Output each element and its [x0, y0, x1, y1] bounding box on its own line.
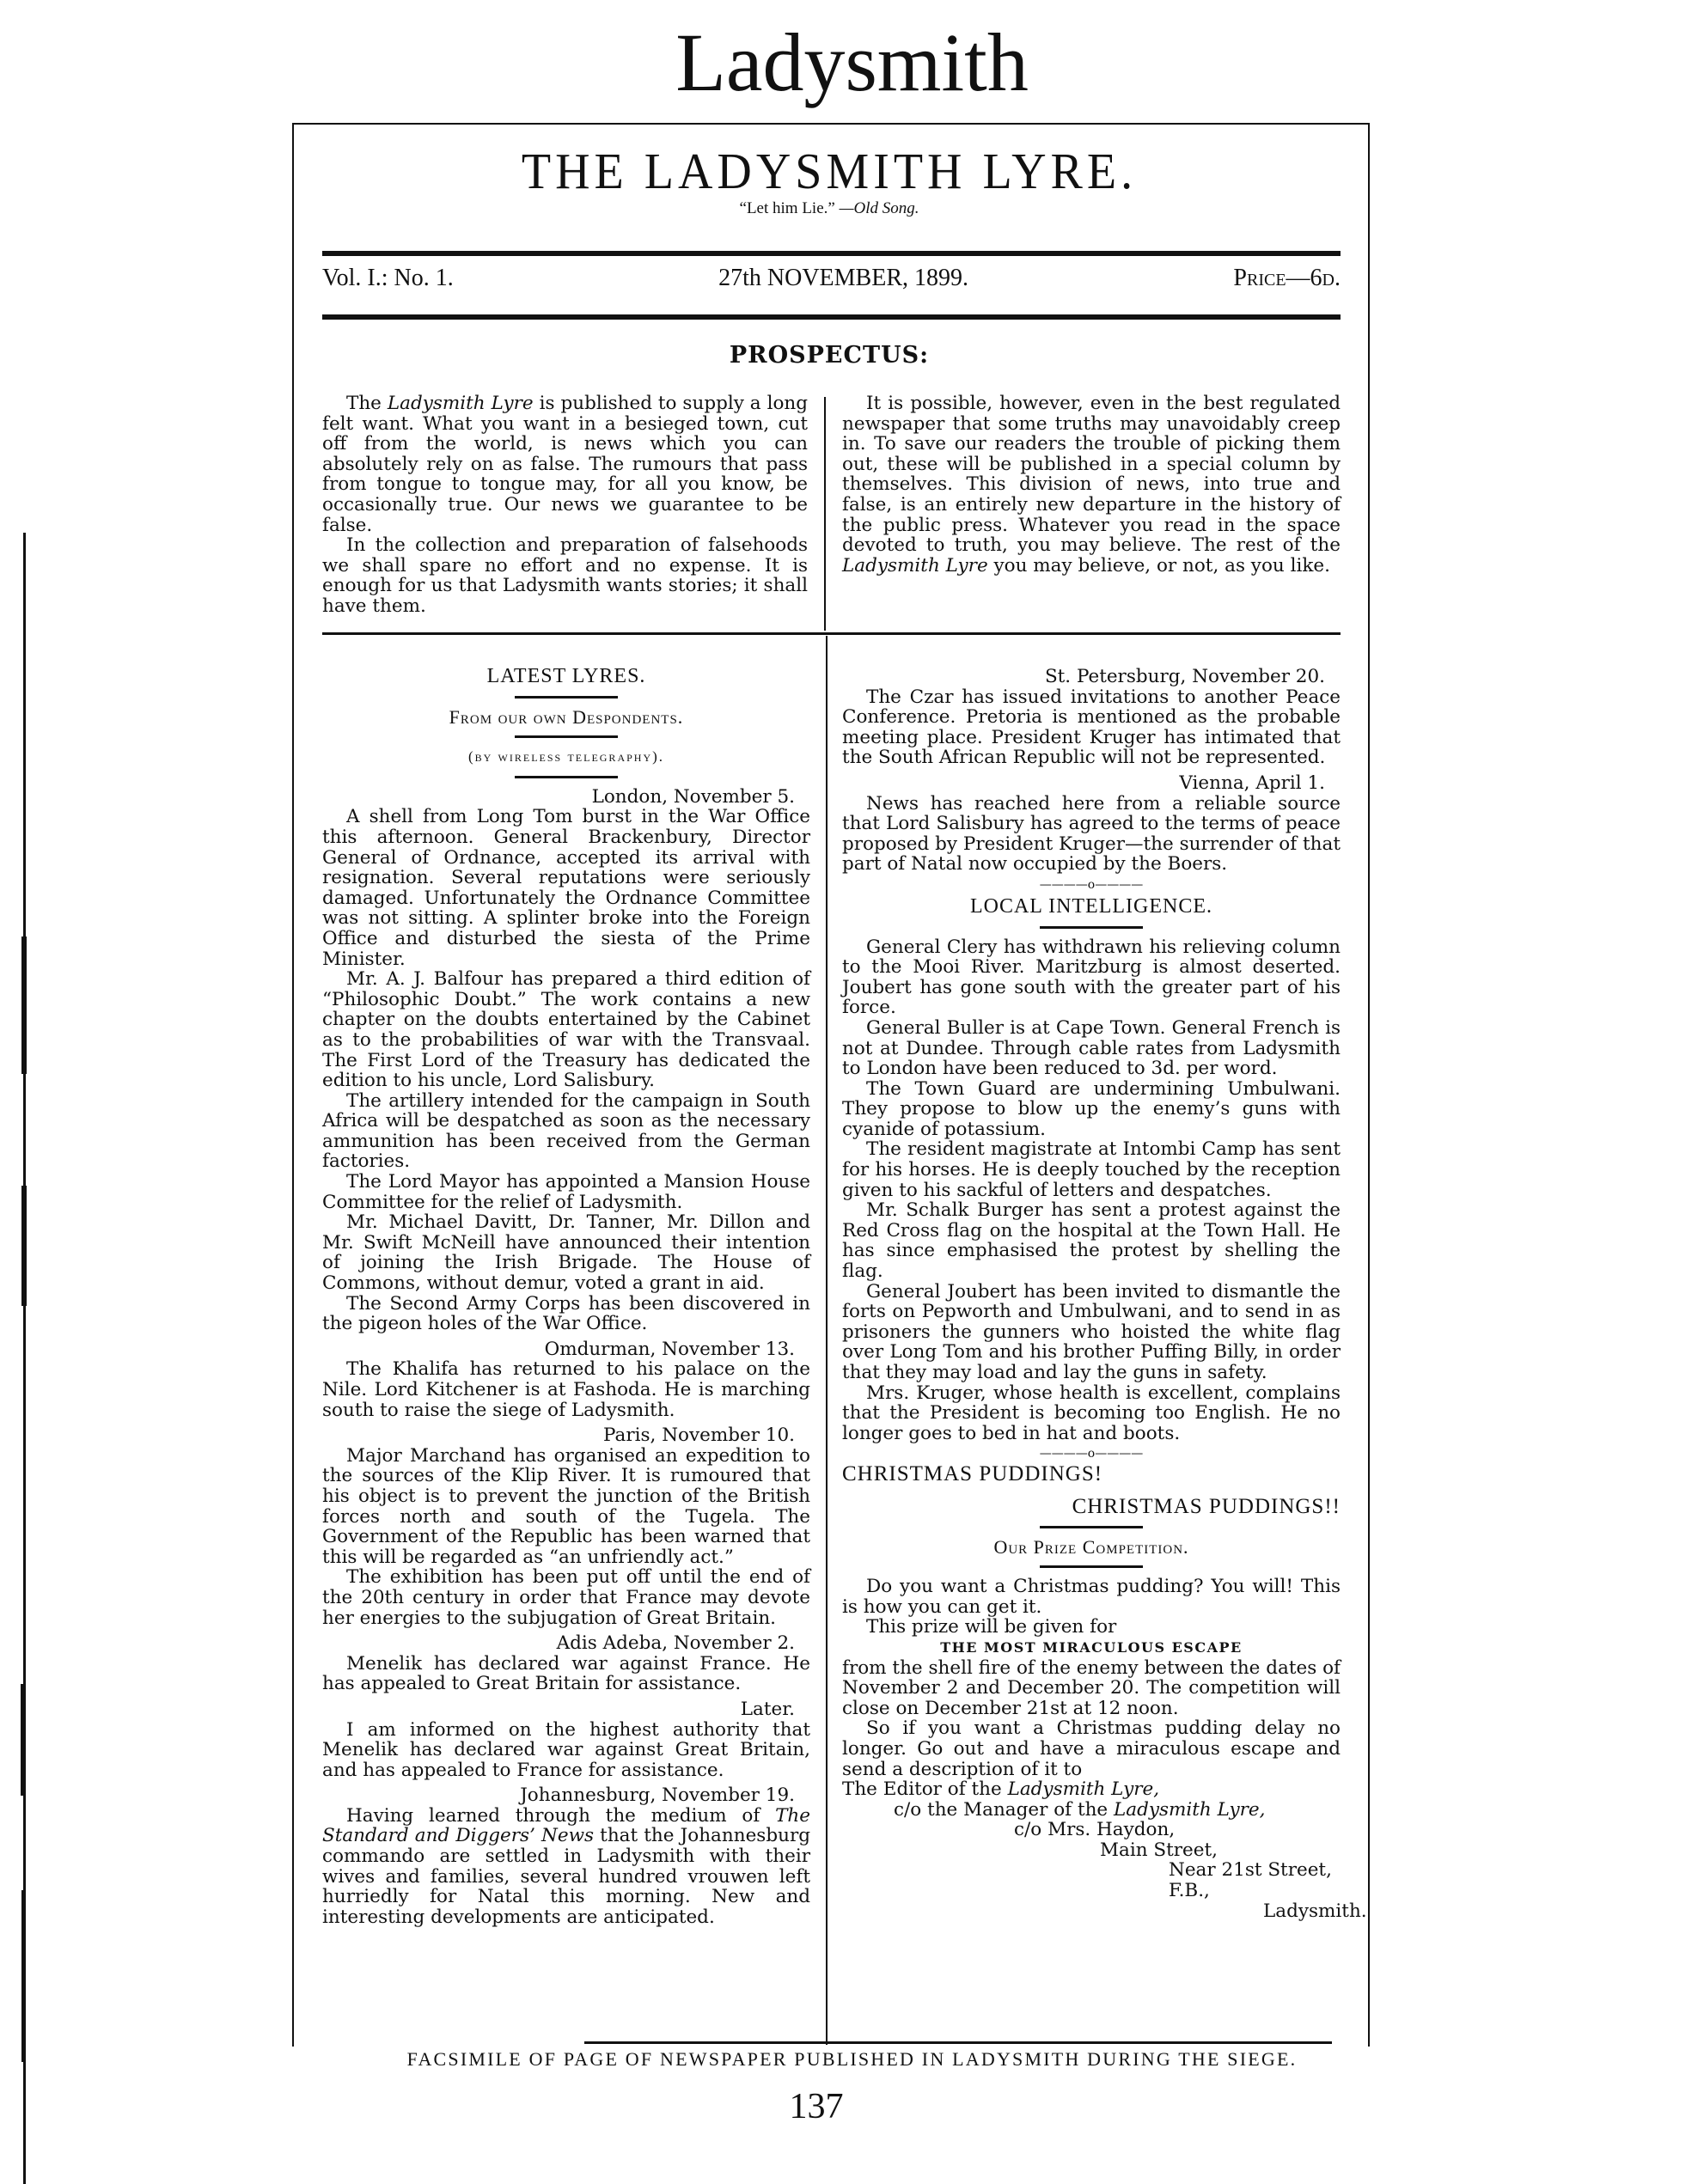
- dateline: Adis Adeba, November 2.: [556, 1632, 795, 1655]
- paragraph: General Buller is at Cape Town. General French is not at Dundee. Through cable rates from Ladysmith to London have been reduced to 3d. per word.: [842, 1016, 1341, 1080]
- motto-quote: “Let him Lie.”: [739, 199, 835, 217]
- dateline: London, November 5.: [591, 785, 795, 808]
- address-line: Main Street,: [1100, 1839, 1218, 1861]
- paragraph: [322, 393, 808, 535]
- column-divider: [826, 636, 828, 2045]
- motto-source: —Old Song.: [839, 199, 919, 217]
- text-run: The: [346, 393, 388, 414]
- paragraph: Mr. A. J. Balfour has prepared a third edition of “Philosophic Doubt.” The work contains a new chapter on the doubts entertained by the Cabinet as to the probabilities of war with the Transvaal. The First Lord of the Treasury has dedicated the edition to his uncle, Lord Salisbury.: [322, 968, 810, 1092]
- issue-dateline: [322, 265, 1341, 299]
- italic-title: Ladysmith Lyre,: [1113, 1798, 1266, 1821]
- binding-edge-mark: [21, 1890, 26, 2062]
- text-run: is published to supply a long felt want. What you want in a besieged town, cut off from the world, is news which you can absolutely rely on as false. The rumours that pass from tongue to tongue may, for all you know, be occasionally true. Our news we guarantee to be false.: [322, 393, 809, 536]
- page-bottom-rule: [584, 2041, 1332, 2044]
- paragraph: Do you want a Christmas pudding? You will! This is how you can get it.: [842, 1576, 1341, 1618]
- section-heading: LOCAL INTELLIGENCE.: [969, 894, 1213, 918]
- prospectus-heading: PROSPECTUS:: [729, 342, 930, 369]
- paragraph: Menelik has declared war against France. He has appealed to Great Britain for assistance.: [322, 1652, 810, 1695]
- paragraph: I am informed on the highest authority that Menelik has declared war against Great Britain, and has appealed to France for assistance.: [322, 1718, 810, 1781]
- binding-edge-mark: [21, 1684, 26, 1796]
- paragraph: This prize will be given for: [866, 1616, 1117, 1638]
- short-rule: [1040, 1565, 1143, 1568]
- address-line: [842, 1779, 1341, 1800]
- section-subheading: From our own Despondents.: [449, 705, 684, 728]
- text-run: that the Johannesburg commando are settled in Ladysmith with their wives and families, several hundred vrouwen left hurriedly for Natal this morning. New and interesting developments are anticipated.: [322, 1825, 810, 1928]
- paragraph: In the collection and preparation of falsehoods we shall spare no effort and no expense. It is enough for us that Ladysmith wants stories; it shall have them.: [322, 534, 808, 617]
- dateline: Omdurman, November 13.: [544, 1338, 795, 1360]
- paragraph: The Lord Mayor has appointed a Mansion House Committee for the relief of Ladysmith.: [322, 1171, 810, 1213]
- news-column-left: [322, 662, 810, 1927]
- paragraph: The Czar has issued invitations to another Peace Conference. Pretoria is mentioned as the probable meeting place. President Kruger has intimated that the South African Republic will not be represented.: [842, 686, 1341, 769]
- paragraph: General Clery has withdrawn his relieving column to the Mooi River. Maritzburg is almost deserted. Joubert has gone south with the greater part of his force.: [842, 936, 1341, 1019]
- short-rule: [515, 776, 618, 778]
- christmas-heading: CHRISTMAS PUDDINGS!!: [1072, 1494, 1341, 1518]
- paragraph: Mr. Schalk Burger has sent a protest against the Red Cross flag on the hospital at the Town Hall. He has since emphasised the protest by shelling the flag.: [842, 1199, 1341, 1283]
- paragraph: Mr. Michael Davitt, Dr. Tanner, Mr. Dillon and Mr. Swift McNeill have announced their intention of joining the Irish Brigade. The House of Commons, without demur, voted a grant in aid.: [322, 1211, 810, 1295]
- paragraph: General Joubert has been invited to dismantle the forts on Pepworth and Umbulwani, and to send in as prisoners the gunners who hoisted the white flag over Long Tom and his brother Puffing Billy, in order that they may load and lay the guns in safety.: [842, 1280, 1341, 1383]
- ornament-divider: ————o————: [1039, 877, 1144, 892]
- dateline: Paris, November 10.: [603, 1424, 795, 1447]
- italic-title: The Standard and Diggers’ News: [322, 1804, 810, 1847]
- paragraph: The exhibition has been put off until the end of the 20th century in order that France may devote her energies to the subjugation of Great Britain.: [322, 1566, 810, 1629]
- paragraph: Mrs. Kruger, whose health is excellent, complains that the President is becoming too English. He no longer goes to bed in hat and boots.: [842, 1382, 1341, 1444]
- dateline: Vienna, April 1.: [1179, 772, 1325, 794]
- ornament-divider: ————o————: [1039, 1447, 1144, 1461]
- paragraph: Major Marchand has organised an expedition to the sources of the Klip River. It is rumoured that his object is to prevent the junction of the British forces north and south of the Tugela. The Government of the Republic has been warned that this will be regarded as “an unfriendly act.”: [322, 1444, 810, 1568]
- paragraph: [842, 393, 1341, 576]
- facsimile-caption: FACSIMILE OF PAGE OF NEWSPAPER PUBLISHED IN LADYSMITH DURING THE SIEGE.: [406, 2048, 1298, 2070]
- prospectus-column-left: [322, 393, 808, 617]
- masthead-motto: [292, 199, 1366, 218]
- section-subheading: Our Prize Competition.: [993, 1535, 1189, 1558]
- short-rule: [1040, 926, 1143, 929]
- address-line: Ladysmith.: [1263, 1900, 1367, 1922]
- prospectus-column-right: [842, 393, 1341, 576]
- page-title: Ladysmith: [675, 16, 1029, 108]
- paragraph: The artillery intended for the campaign in South Africa will be despatched as soon as the necessary ammunition has been received from the German factories.: [322, 1089, 810, 1173]
- address-line: Near 21st Street, F.B.,: [1169, 1859, 1332, 1902]
- prize-title: THE MOST MIRACULOUS ESCAPE: [940, 1638, 1243, 1656]
- binding-edge-mark: [21, 1186, 27, 1306]
- text-run: c/o the Manager of the: [894, 1798, 1114, 1821]
- issue-volume: Vol. I.: No. 1.: [322, 265, 454, 291]
- dateline: Later.: [740, 1698, 795, 1720]
- paragraph: The Khalifa has returned to his palace on the Nile. Lord Kitchener is at Fashoda. He is marching south to raise the siege of Ladysmith.: [322, 1358, 810, 1421]
- short-rule: [515, 735, 618, 738]
- paragraph: The Town Guard are undermining Umbulwani. They propose to blow up the enemy’s guns with cyanide of potassium.: [842, 1077, 1341, 1140]
- text-run: It is possible, however, even in the best regulated newspaper that some truths may unavoidably creep in. To save our readers the trouble of picking them out, these will be published in a special column by themselves. This division of news, into true and false, is an entirely new departure in the history of the public press. Whatever you read in the space devoted to truth, you may believe. The rest of the: [842, 393, 1341, 557]
- address-line: c/o Mrs. Haydon,: [1014, 1819, 1176, 1841]
- short-rule: [1040, 1526, 1143, 1528]
- binding-edge-mark: [21, 936, 27, 1074]
- italic-title: Ladysmith Lyre: [842, 554, 988, 577]
- prospectus-divider: [824, 397, 826, 631]
- page-number: 137: [789, 2087, 844, 2126]
- text-run: you may believe, or not, as you like.: [987, 554, 1330, 577]
- italic-title: Ladysmith Lyre: [387, 393, 534, 414]
- italic-title: Ladysmith Lyre,: [1007, 1778, 1160, 1801]
- section-heading: LATEST LYRES.: [486, 665, 646, 687]
- newspaper-masthead: THE LADYSMITH LYRE.: [521, 143, 1138, 200]
- issue-date: 27th NOVEMBER, 1899.: [718, 265, 969, 291]
- issue-price: Price—6d.: [1233, 265, 1341, 291]
- address-line: [842, 1800, 1341, 1821]
- dateline: Johannesburg, November 19.: [520, 1784, 795, 1807]
- prospectus-rule: [322, 632, 1341, 635]
- christmas-heading: CHRISTMAS PUDDINGS!: [842, 1462, 1103, 1486]
- short-rule: [515, 696, 618, 699]
- text-run: The Editor of the: [842, 1778, 1008, 1801]
- masthead-rule-bottom: [322, 314, 1341, 320]
- paragraph: So if you want a Christmas pudding delay no longer. Go out and have a miraculous escape and send a description of it to: [842, 1717, 1341, 1780]
- paragraph: A shell from Long Tom burst in the War Office this afternoon. General Brackenbury, Director General of Ordnance, accepted its arrival with resignation. Several reputations were seriously damaged. Unfortunately the Ordnance Committee was not sitting. A splinter broke into the Foreign Office and disturbed the siesta of the Prime Minister.: [322, 806, 810, 970]
- paragraph: [322, 1806, 810, 1928]
- paragraph: The resident magistrate at Intombi Camp has sent for his horses. He is deeply touched by the reception given to his sackful of letters and despatches.: [842, 1138, 1341, 1201]
- paragraph: from the shell fire of the enemy between the dates of November 2 and December 20. The competition will close on December 21st at 12 noon.: [842, 1656, 1341, 1719]
- paragraph: The Second Army Corps has been discovered in the pigeon holes of the War Office.: [322, 1292, 810, 1335]
- paragraph: News has reached here from a reliable source that Lord Salisbury has agreed to the terms of peace proposed by President Kruger—the surrender of that part of Natal now occupied by the Boers.: [842, 792, 1341, 875]
- text-run: Having learned through the medium of: [346, 1804, 776, 1827]
- masthead-rule-top: [322, 251, 1341, 256]
- section-subheading: (by wireless telegraphy).: [467, 748, 665, 766]
- dateline: St. Petersburg, November 20.: [1044, 666, 1325, 687]
- news-column-right: [842, 662, 1367, 1922]
